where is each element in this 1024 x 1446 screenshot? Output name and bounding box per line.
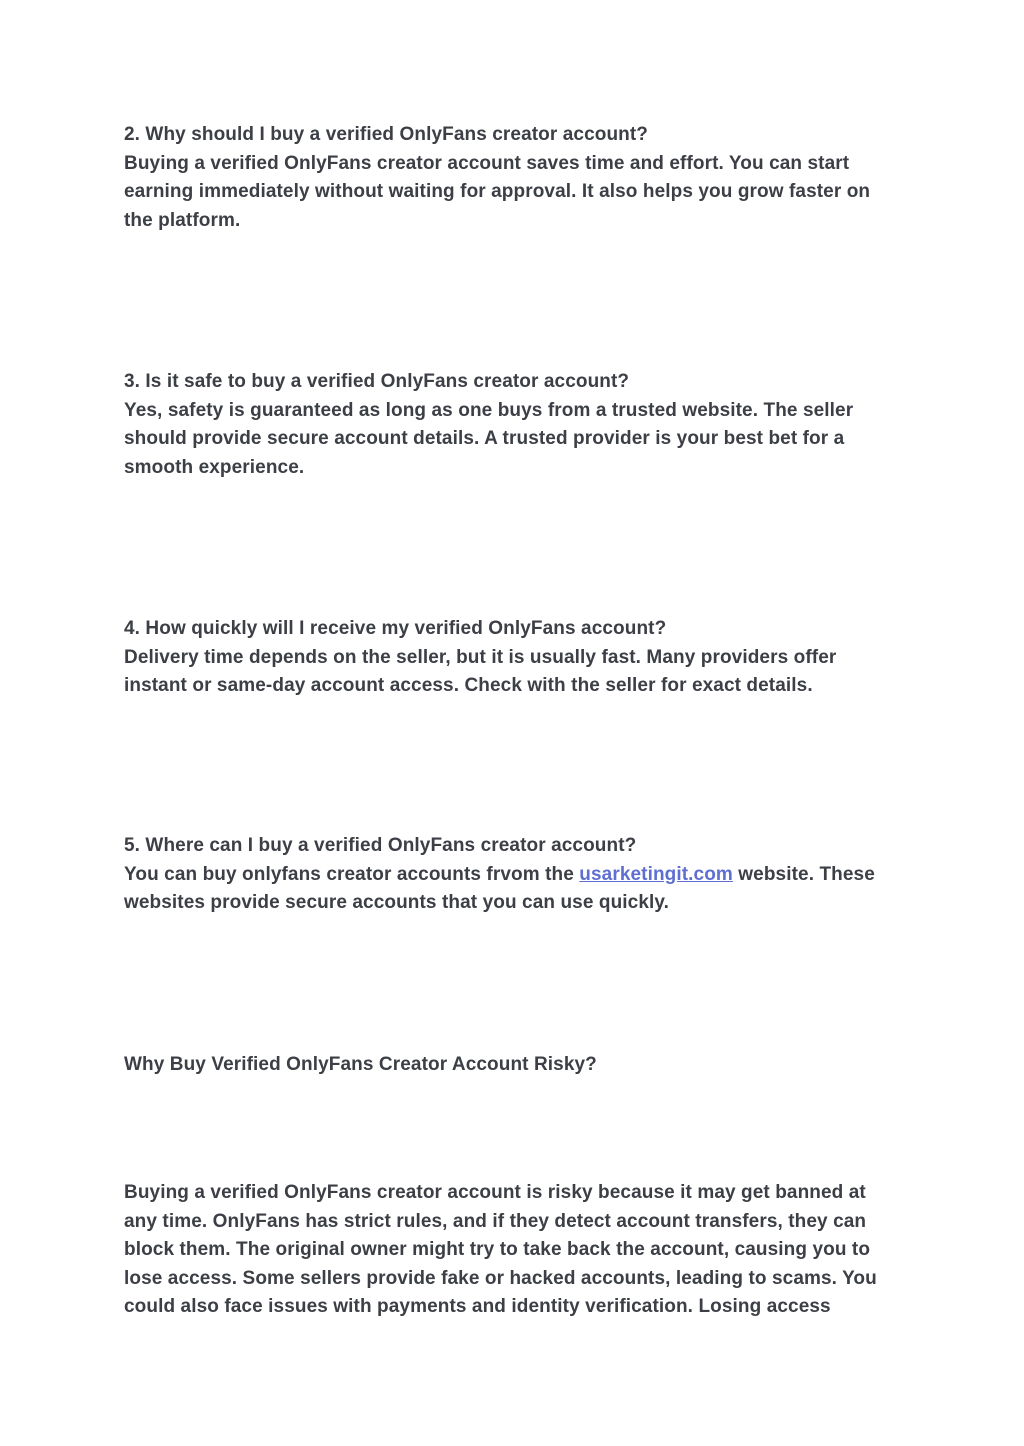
faq-question: 4. How quickly will I receive my verified OnlyFans account? [124, 618, 667, 639]
usarketingit-link[interactable]: usarketingit.com [579, 863, 733, 885]
section-heading: Why Buy Verified OnlyFans Creator Account Risky? [124, 1054, 597, 1075]
faq-question: 3. Is it safe to buy a verified OnlyFans creator account? [124, 371, 630, 392]
faq-item [124, 368, 902, 482]
faq-item [124, 615, 902, 701]
faq-answer-text-after: website. These websites provide secure accounts that you can use quickly. [124, 863, 875, 913]
faq-answer: Yes, safety is guaranteed as long as one buys from a trusted website. The seller should provide secure account details. A trusted provider is your best bet for a smooth experience. [124, 399, 854, 478]
faq-item [124, 832, 902, 918]
faq-answer [124, 861, 902, 918]
faq-answer: Buying a verified OnlyFans creator account saves time and effort. You can start earning immediately without waiting for approval. It also helps you grow faster on the platform. [124, 152, 871, 231]
risk-paragraph: Buying a verified OnlyFans creator account is risky because it may get banned at any time. OnlyFans has strict rules, and if they detect account transfers, they can block them. The original owner might try to take back the account, causing you to lose access. Some sellers provide fake or hacked accounts, leading to scams. You could also face issues with payments and identity verification. Losing access [124, 1182, 877, 1317]
faq-answer-text-before: You can buy onlyfans creator accounts frvom the [124, 863, 580, 885]
faq-question: 5. Where can I buy a verified OnlyFans creator account? [124, 835, 637, 856]
faq-question: 2. Why should I buy a verified OnlyFans creator account? [124, 124, 648, 145]
faq-item [124, 121, 902, 235]
faq-answer: Delivery time depends on the seller, but it is usually fast. Many providers offer instant or same-day account access. Check with the seller for exact details. [124, 646, 837, 696]
